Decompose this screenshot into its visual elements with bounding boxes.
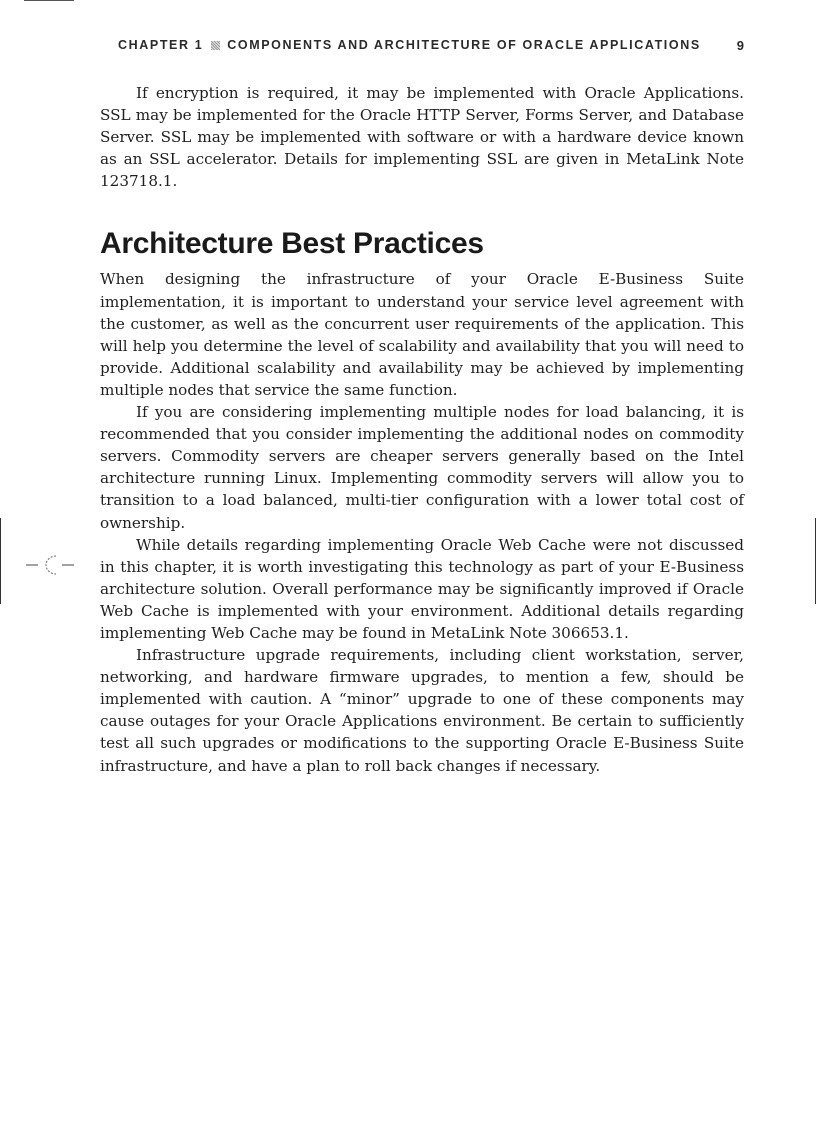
section-heading: Architecture Best Practices	[100, 227, 484, 261]
body-paragraph-4: Infrastructure upgrade requirements, including client workstation, server, networking, and hardware firmware upgrades, to mention a few, should be implemented with caution. A “minor” upgrade to one of these components may cause outages for your Oracle Applications environment. Be certain to sufficiently test all such upgrades or modifications to the supporting Oracle E-Business Suite infrastructure, and have a plan to roll back changes if necessary.	[100, 646, 744, 775]
intro-paragraph: If encryption is required, it may be implemented with Oracle Applications. SSL may be implemented for the Oracle HTTP Server, Forms Server, and Database Server. SSL may be implemented with software or with a hardware device known as an SSL accelerator. Details for implementing SSL are given in MetaLink Note 123718.1.	[100, 84, 744, 191]
header-separator-square	[211, 41, 220, 50]
body-paragraph-1: When designing the infrastructure of your Oracle E-Business Suite implementation, it is important to understand your service level agreement with the customer, as well as the concurrent user requirements of the application. This will help you determine the level of scalability and availability that you will need to provide. Additional scalability and availability may be achieved by implementing multiple nodes that service the same function.	[100, 270, 744, 399]
page-number: 9	[736, 37, 744, 53]
chapter-label: CHAPTER 1	[118, 38, 204, 52]
body-paragraph-3: While details regarding implementing Oracle Web Cache were not discussed in this chapter, it is worth investigating this technology as part of your E-Business architecture solution. Overall performance may be significantly improved if Oracle Web Cache is implemented with your environment. Additional details regarding implementing Web Cache may be found in MetaLink Note 306653.1.	[100, 535, 744, 642]
registration-mark-icon	[26, 552, 76, 578]
body-paragraph-2: If you are considering implementing multiple nodes for load balancing, it is recommended that you consider implementing the additional nodes on commodity servers. Commodity servers are cheaper servers generally based on the Intel architecture running Linux. Implementing commodity servers will allow you to transition to a load balanced, multi-tier configuration with a lower total cost of ownership.	[100, 403, 744, 532]
running-header	[118, 36, 744, 54]
page-body	[100, 82, 744, 777]
chapter-title: COMPONENTS AND ARCHITECTURE OF ORACLE APPLICATIONS	[227, 38, 701, 52]
left-margin-rule	[0, 518, 1, 604]
top-crop-rule	[24, 0, 74, 1]
